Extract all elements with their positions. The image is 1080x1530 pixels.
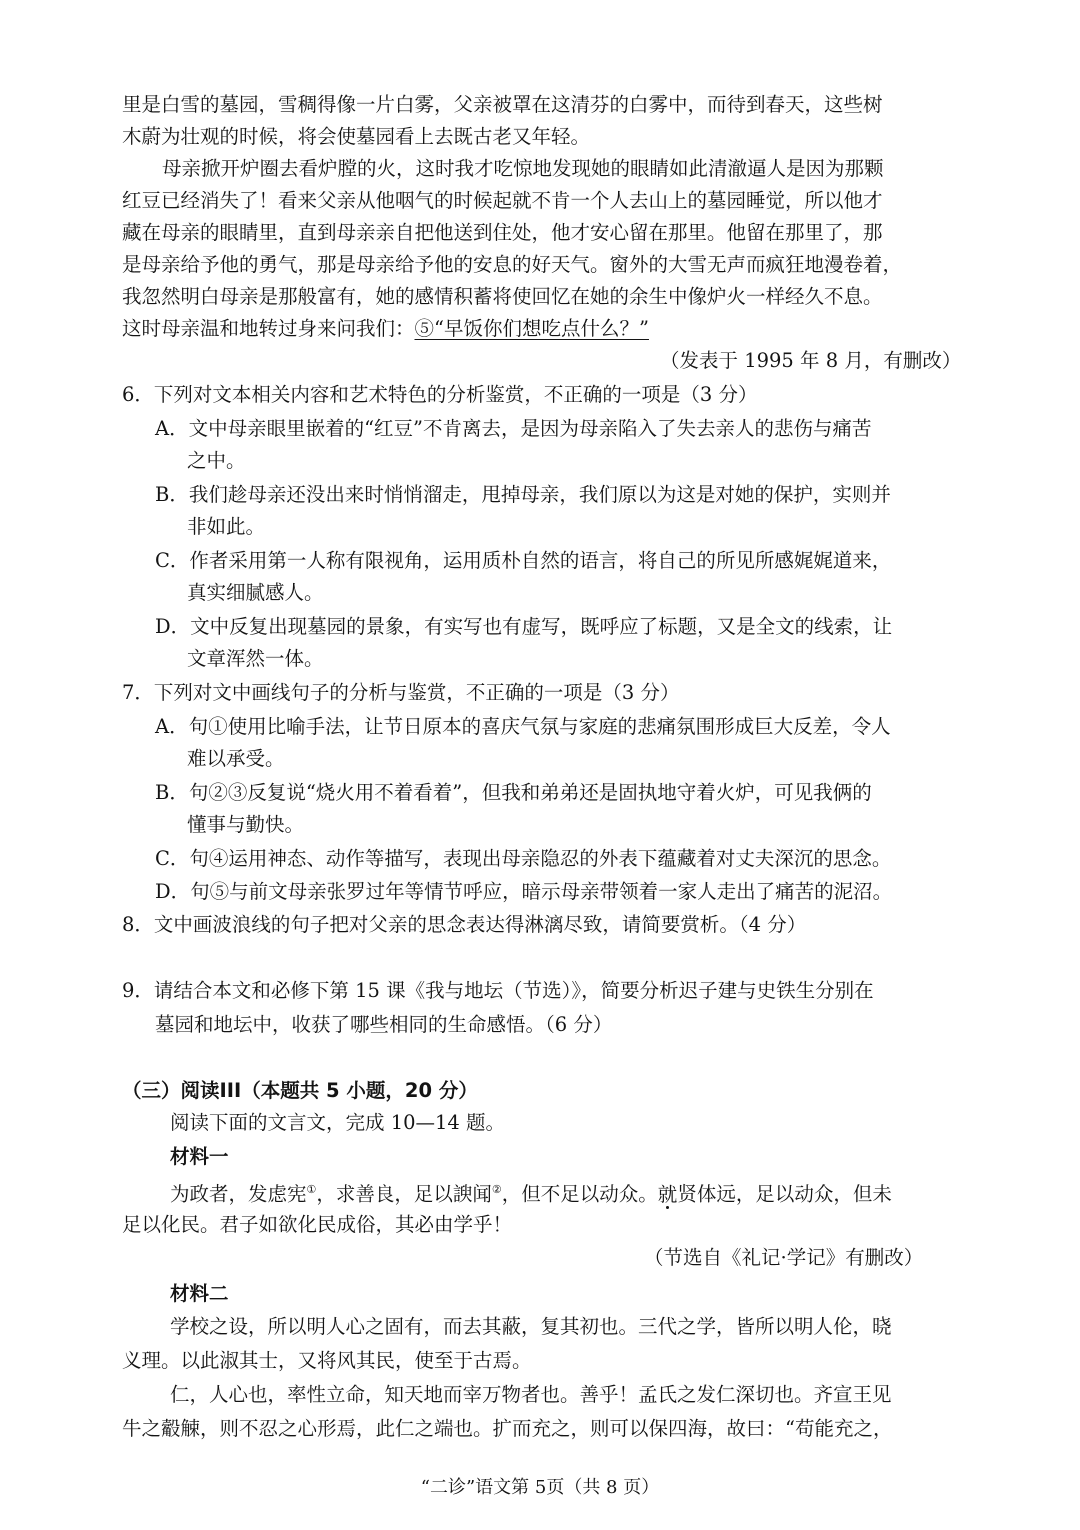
q6-option-b: B．我们趁母亲还没出来时悄悄溜走，甩掉母亲，我们原以为这是对她的保护，实则并: [155, 483, 891, 506]
q6-option-a-cont: 之中。: [187, 449, 246, 472]
q6-option-a: A．文中母亲眼里嵌着的“红豆”不肯离去，是因为母亲陷入了失去亲人的悲伤与痛苦: [155, 417, 872, 440]
page-footer: “二诊”语文第 5页（共 8 页）: [420, 1477, 660, 1498]
material-2-line-3: 仁，人心也，率性立命，知天地而宰万物者也。善乎！孟氏之发仁深切也。齐宣王见: [170, 1383, 892, 1406]
material-2-line-4: 牛之觳觫，则不忍之心形焉，此仁之端也。扩而充之，则可以保四海，故曰：“苟能充之，: [122, 1417, 893, 1440]
material-2-line-1: 学校之设，所以明人心之固有，而去其蔽，复其初也。三代之学，皆所以明人伦，晓: [170, 1315, 892, 1338]
material-1-text-b: ，求善良，足以諛闻: [316, 1182, 492, 1206]
q6-option-b-cont: 非如此。: [187, 515, 266, 538]
passage-line-8: [122, 314, 649, 344]
material-2-title: 材料二: [170, 1282, 229, 1305]
section-3-heading: （三）阅读III（本题共 5 小题，20 分）: [122, 1079, 478, 1102]
passage-line-5: 藏在母亲的眼睛里，直到母亲亲自把他送到住处，他才安心留在那里。他留在那里了，那: [122, 221, 883, 244]
q6-stem: 6．下列对文本相关内容和艺术特色的分析鉴赏，不正确的一项是（3 分）: [122, 383, 758, 406]
q6-option-d-cont: 文章浑然一体。: [187, 647, 324, 670]
passage-line-2: 木蔚为壮观的时候，将会使墓园看上去既古老又年轻。: [122, 125, 591, 148]
q6-option-c-cont: 真实细腻感人。: [187, 581, 324, 604]
q7-option-a-cont: 难以承受。: [187, 747, 285, 770]
passage-line-6: 是母亲给予他的勇气，那是母亲给予他的安息的好天气。窗外的大雪无声而疯狂地漫卷着，: [122, 253, 903, 276]
q7-option-c: C．句④运用神态、动作等描写，表现出母亲隐忍的外表下蕴藏着对丈夫深沉的思念。: [155, 847, 892, 870]
q6-option-d: D．文中反复出现墓园的景象，有实写也有虚写，既呼应了标题，又是全文的线索，让: [155, 615, 893, 638]
passage-line-3: 母亲掀开炉圈去看炉膛的火，这时我才吃惊地发现她的眼睛如此清澈逼人是因为那颗: [162, 157, 884, 180]
material-1-line-2: 足以化民。君子如欲化民成俗，其必由学乎！: [122, 1213, 513, 1236]
passage-source: （发表于 1995 年 8 月，有删改）: [660, 349, 962, 372]
q8-stem: 8．文中画波浪线的句子把对父亲的思念表达得淋漓尽致，请简要赏析。（4 分）: [122, 913, 807, 936]
material-1-source: （节选自《礼记·学记》有删改）: [644, 1246, 924, 1269]
passage-line-7: 我忽然明白母亲是那般富有，她的感情积蓄将使回忆在她的余生中像炉火一样经久不息。: [122, 285, 883, 308]
dotted-character: 就: [657, 1182, 678, 1206]
passage-line-4: 红豆已经消失了！看来父亲从他咽气的时候起就不肯一个人去山上的墓园睡觉，所以他才: [122, 189, 883, 212]
q7-option-a: A．句①使用比喻手法，让节日原本的喜庆气氛与家庭的悲痛氛围形成巨大反差，令人: [155, 715, 891, 738]
passage-line-8-text: 这时母亲温和地转过身来问我们：: [122, 317, 415, 340]
footnote-1-marker: ①: [306, 1183, 317, 1196]
q7-option-b: B．句②③反复说“烧火用不着看着”，但我和弟弟还是固执地守着火炉，可见我俩的: [155, 781, 872, 804]
underlined-sentence-5: ⑤“早饭你们想吃点什么？”: [414, 317, 649, 340]
material-1-text-a: 为政者，发虑宪: [170, 1182, 307, 1206]
q9-stem-cont: 墓园和地坛中，收获了哪些相同的生命感悟。（6 分）: [155, 1013, 613, 1036]
material-1-text-d: 贤体远，足以动众，但未: [677, 1182, 892, 1206]
material-2-line-2: 义理。以此淑其士，又将风其民，使至于古焉。: [122, 1349, 532, 1372]
q7-stem: 7．下列对文中画线句子的分析与鉴赏，不正确的一项是（3 分）: [122, 681, 680, 704]
material-1-title: 材料一: [170, 1145, 229, 1168]
q9-stem: 9．请结合本文和必修下第 15 课《我与地坛（节选）》，简要分析迟子建与史铁生分别在: [122, 979, 874, 1002]
passage-line-1: 里是白雪的墓园，雪稠得像一片白雾，父亲被罩在这清芬的白雾中，而待到春天，这些树: [122, 93, 883, 116]
material-1-text-c: ，但不足以动众。: [501, 1182, 658, 1206]
material-1-line-1: [170, 1175, 892, 1210]
footnote-2-marker: ②: [491, 1183, 502, 1196]
q6-option-c: C．作者采用第一人称有限视角，运用质朴自然的语言，将自己的所见所感娓娓道来，: [155, 549, 892, 572]
section-3-intro: 阅读下面的文言文，完成 10—14 题。: [170, 1111, 506, 1134]
q7-option-b-cont: 懂事与勤快。: [187, 813, 305, 836]
q7-option-d: D．句⑤与前文母亲张罗过年等情节呼应，暗示母亲带领着一家人走出了痛苦的泥沼。: [155, 880, 893, 903]
